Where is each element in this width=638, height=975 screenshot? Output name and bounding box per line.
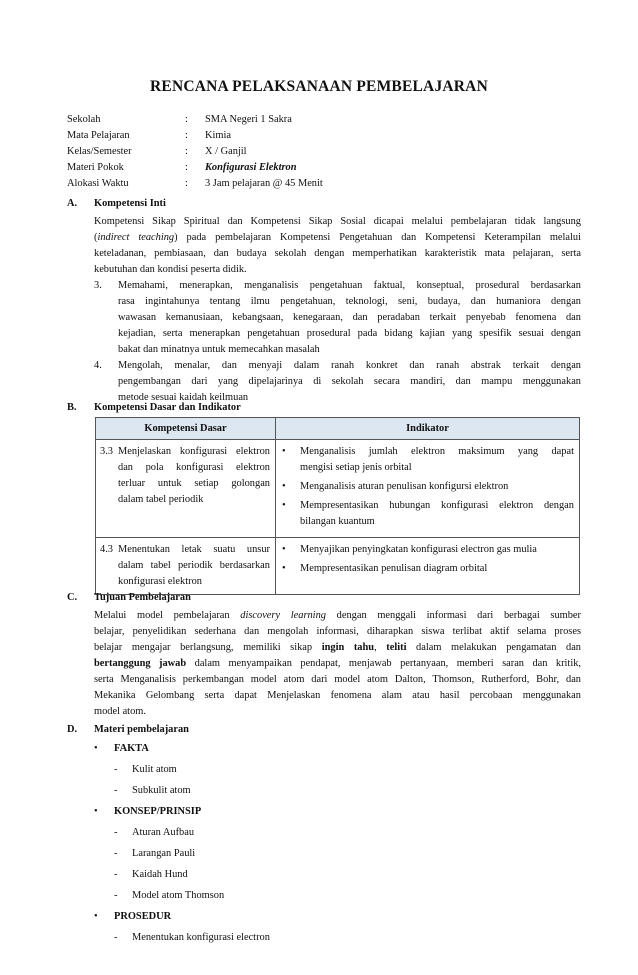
info-value: 3 Jam pelajaran @ 45 Menit bbox=[205, 178, 323, 189]
dash-icon: - bbox=[114, 763, 118, 775]
item-number: 3. bbox=[94, 280, 102, 291]
info-row-topic bbox=[67, 160, 323, 176]
material-list bbox=[94, 738, 581, 948]
core-competence-intro bbox=[94, 214, 581, 278]
info-colon: : bbox=[185, 130, 188, 141]
text-line: rasa ingintahunya tentang ilmu pengetahuan, teknologi, seni, budaya, dan humaniora dengan bbox=[118, 296, 581, 307]
text-line: Menganalisis jumlah elektron maksimum yang dapat bbox=[300, 446, 574, 457]
section-heading bbox=[67, 196, 581, 212]
text-line: mengisi setiap jenis orbital bbox=[300, 462, 412, 473]
item-text: Menentukan konfigurasi electron bbox=[132, 931, 270, 943]
text-line: Memahami, menerapkan, menganalisis pengetahuan faktual, konseptual, prosedural berdasarkan bbox=[118, 280, 581, 291]
section-title: Materi pembelajaran bbox=[94, 724, 189, 735]
section-letter: D. bbox=[67, 724, 78, 735]
info-value: X / Ganjil bbox=[205, 146, 247, 157]
indicator-item bbox=[280, 444, 574, 476]
section-letter: A. bbox=[67, 198, 78, 209]
list-item bbox=[94, 278, 581, 358]
competence-table bbox=[95, 417, 580, 595]
section-title: Kompetensi Dasar dan Indikator bbox=[94, 402, 241, 413]
text-line: Menjelaskan konfigurasi elektron bbox=[118, 446, 270, 457]
text-line: Kompetensi Sikap Spiritual dan Kompetensi Sikap Sosial dicapai melalui pembelajaran tidak langsung bbox=[94, 216, 581, 227]
text-line: Mempresentasikan penulisan diagram orbital bbox=[300, 563, 488, 574]
list-item bbox=[114, 927, 581, 948]
info-colon: : bbox=[185, 162, 188, 173]
text-line: Menentukan letak suatu unsur bbox=[118, 544, 270, 555]
item-text: Larangan Pauli bbox=[132, 847, 196, 859]
table-header-row bbox=[96, 418, 580, 440]
dash-icon: - bbox=[114, 931, 118, 943]
info-key: Kelas/Semester bbox=[67, 146, 132, 157]
indicator-item bbox=[280, 561, 574, 577]
document-title: RENCANA PELAKSANAAN PEMBELAJARAN bbox=[150, 78, 488, 95]
list-item bbox=[114, 864, 581, 885]
item-number: 4. bbox=[94, 360, 102, 371]
text-line: Mempresentasikan hubungan konfigurasi elektron dengan bbox=[300, 500, 574, 511]
text-line: Mekanika Gelombang serta dapat Menjelaskan fenomena alam atau hasil percobaan menggunakan bbox=[94, 690, 581, 701]
text-line: (indirect teaching) pada pembelajaran Kompetensi Pengetahuan dan Kompetensi Keterampilan melalui bbox=[94, 232, 582, 243]
material-group bbox=[94, 801, 581, 822]
info-colon: : bbox=[185, 146, 188, 157]
section-heading bbox=[67, 590, 581, 606]
section-c bbox=[67, 590, 581, 720]
section-letter: B. bbox=[67, 402, 77, 413]
bullet-icon: • bbox=[282, 446, 286, 457]
group-label: KONSEP/PRINSIP bbox=[114, 805, 202, 817]
text-line: dan pola konfigurasi elektron bbox=[118, 462, 270, 473]
text-line: konfigurasi elektron bbox=[118, 576, 202, 587]
item-text: Aturan Aufbau bbox=[132, 826, 195, 838]
info-colon: : bbox=[185, 114, 188, 125]
dash-icon: - bbox=[114, 784, 118, 796]
section-heading bbox=[67, 722, 581, 738]
section-heading bbox=[67, 400, 581, 416]
text-line: terluar untuk setiap golongan bbox=[118, 478, 270, 489]
bullet-icon: • bbox=[94, 805, 98, 817]
dash-icon: - bbox=[114, 868, 118, 880]
text-line: belajar, penyelidikan sederhana dan mengolah informasi, diharapkan siswa terlibat aktif selama proses bbox=[94, 626, 581, 637]
text-line: Melalui model pembelajaran discovery learning dengan menggali informasi dari berbagai sumber bbox=[94, 610, 581, 621]
text-line: bertanggung jawab dalam menyampaikan pendapat, menjawab pertanyaan, memberi saran dan kritik, bbox=[94, 658, 582, 669]
section-a bbox=[67, 196, 581, 406]
info-colon: : bbox=[185, 178, 188, 189]
info-key: Materi Pokok bbox=[67, 162, 124, 173]
indicator-item bbox=[280, 542, 574, 558]
info-row-subject bbox=[67, 128, 323, 144]
text-line: kebutuhan dan kondisi peserta didik. bbox=[94, 264, 247, 275]
text-line: Mengolah, menalar, dan menyaji dalam ranah konkret dan ranah abstrak terkait dengan bbox=[118, 360, 581, 371]
material-group bbox=[94, 738, 581, 759]
table-row bbox=[96, 440, 580, 538]
info-value: Konfigurasi Elektron bbox=[205, 162, 297, 173]
info-value: SMA Negeri 1 Sakra bbox=[205, 114, 292, 125]
section-d bbox=[67, 722, 581, 948]
text-line: Menyajikan penyingkatan konfigurasi electron gas mulia bbox=[300, 544, 537, 555]
item-text: Kulit atom bbox=[132, 763, 177, 775]
bullet-icon: • bbox=[282, 544, 286, 555]
list-item bbox=[114, 759, 581, 780]
dash-icon: - bbox=[114, 847, 118, 859]
text-line: keteladanan, pembiasaan, dan budaya sekolah dengan memperhatikan karakteristik mata pelajaran, serta bbox=[94, 248, 581, 259]
bullet-icon: • bbox=[282, 563, 286, 574]
kd-number: 4.3 bbox=[100, 544, 113, 555]
bullet-icon: • bbox=[282, 481, 286, 492]
group-label: PROSEDUR bbox=[114, 910, 172, 922]
group-label: FAKTA bbox=[114, 742, 149, 754]
item-text: Kaidah Hund bbox=[132, 868, 188, 880]
kd-cell bbox=[96, 440, 276, 538]
text-line: metode sesuai kaidah keilmuan bbox=[118, 392, 249, 403]
bullet-icon: • bbox=[282, 500, 286, 511]
bullet-icon: • bbox=[94, 910, 98, 922]
info-key: Sekolah bbox=[67, 114, 101, 125]
info-key: Alokasi Waktu bbox=[67, 178, 129, 189]
text-line: serta Menganalisis perkembangan model atom dari model atom Dalton, Thomson, Rutherford, Bohr, dan bbox=[94, 674, 581, 685]
item-text: Subkulit atom bbox=[132, 784, 191, 796]
info-row-school bbox=[67, 112, 323, 128]
text-line: Menganalisis aturan penulisan konfigursi elektron bbox=[300, 481, 509, 492]
section-title: Tujuan Pembelajaran bbox=[94, 592, 191, 603]
dash-icon: - bbox=[114, 889, 118, 901]
learning-objective bbox=[94, 608, 581, 720]
kd-cell bbox=[96, 538, 276, 595]
bullet-icon: • bbox=[94, 742, 98, 754]
section-letter: C. bbox=[67, 592, 78, 603]
info-row-class bbox=[67, 144, 323, 160]
text-line: belajar mengajar berlangsung, memiliki sikap ingin tahu, teliti dalam melakukan pengamatan dan bbox=[94, 642, 582, 653]
text-line: model atom. bbox=[94, 706, 146, 717]
column-header-indicator: Indikator bbox=[276, 418, 580, 440]
text-line: dalam tabel periodik berdasarkan bbox=[118, 560, 270, 571]
kd-number: 3.3 bbox=[100, 446, 113, 457]
indicator-cell bbox=[276, 440, 580, 538]
identity-block bbox=[67, 112, 323, 192]
material-group bbox=[94, 906, 581, 927]
list-item bbox=[114, 885, 581, 906]
text-line: dalam tabel periodik bbox=[118, 494, 204, 505]
indicator-item bbox=[280, 498, 574, 530]
list-item bbox=[114, 822, 581, 843]
section-title: Kompetensi Inti bbox=[94, 198, 166, 209]
text-line: wawasan kemanusiaan, kebangsaan, kenegaraan, dan peradaban terkait penyebab fenomena dan bbox=[118, 312, 581, 323]
table-row bbox=[96, 538, 580, 595]
list-item bbox=[94, 358, 581, 406]
text-line: bilangan kuantum bbox=[300, 516, 375, 527]
list-item bbox=[114, 843, 581, 864]
text-line: kejadian, serta menerapkan pengetahuan prosedural pada bidang kajian yang spesifik sesuai dengan bbox=[118, 328, 581, 339]
list-item bbox=[114, 780, 581, 801]
info-key: Mata Pelajaran bbox=[67, 130, 130, 141]
text-line: pengembangan dari yang dipelajarinya di sekolah secara mandiri, dan mampu menggunakan bbox=[118, 376, 581, 387]
core-competence-list bbox=[94, 278, 581, 406]
column-header-kd: Kompetensi Dasar bbox=[96, 418, 276, 440]
info-value: Kimia bbox=[205, 130, 231, 141]
section-b bbox=[67, 400, 581, 416]
info-row-time bbox=[67, 176, 323, 192]
indicator-cell bbox=[276, 538, 580, 595]
indicator-item bbox=[280, 479, 574, 495]
dash-icon: - bbox=[114, 826, 118, 838]
text-line: bakat dan minatnya untuk memecahkan masalah bbox=[118, 344, 320, 355]
item-text: Model atom Thomson bbox=[132, 889, 225, 901]
